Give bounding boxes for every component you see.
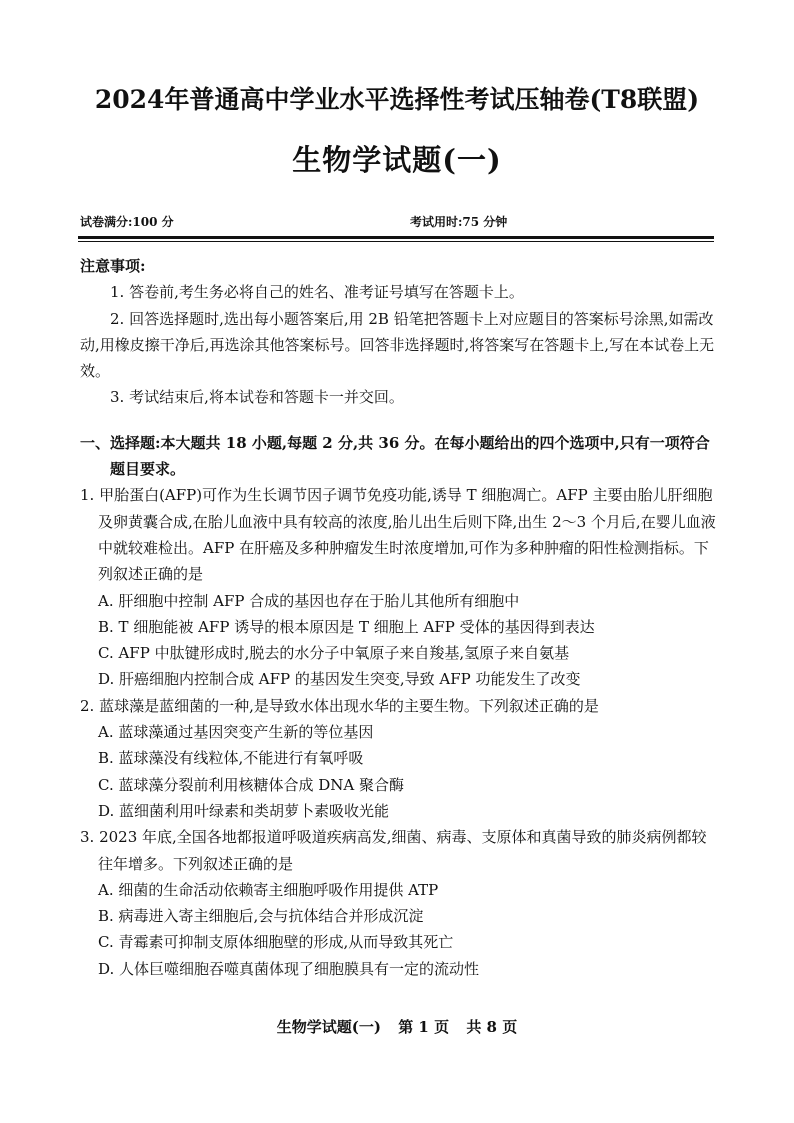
option-a: A. 肝细胞中控制 AFP 合成的基因也存在于胎儿其他所有细胞中	[98, 591, 520, 610]
option-d: D. 人体巨噬细胞吞噬真菌体现了细胞膜具有一定的流动性	[98, 959, 480, 978]
footer-page-number: 第 1 页	[398, 1018, 450, 1036]
question-stem: 1. 甲胎蛋白(AFP)可作为生长调节因子调节免疫功能,诱导 T 细胞凋亡。AFP 主要由胎儿肝细胞及卵黄囊合成,在胎儿血液中具有较高的浓度,胎儿出生后则下降,出生 2～3 个月后,在婴儿血液中就较难检出。AFP 在肝癌及多种肿瘤发生时浓度增加,可作为多种肿瘤的阳性检测指标。下列叙述正确的是	[80, 486, 716, 584]
notice-item: 3. 考试结束后,将本试卷和答题卡一并交回。	[110, 388, 404, 407]
option-c: C. AFP 中肽键形成时,脱去的水分子中氧原子来自羧基,氢原子来自氨基	[98, 644, 570, 663]
full-score: 试卷满分:100 分	[80, 215, 174, 229]
option-b: B. T 细胞能被 AFP 诱导的根本原因是 T 细胞上 AFP 受体的基因得到表达	[98, 617, 595, 636]
section-heading: 一、选择题:本大题共 18 小题,每题 2 分,共 36 分。在每小题给出的四个选项中,只有一项符合题目要求。	[80, 433, 710, 479]
exam-title: 2024年普通高中学业水平选择性考试压轴卷(T8联盟)	[94, 85, 700, 114]
option-c: C. 蓝球藻分裂前利用核糖体合成 DNA 聚合酶	[98, 775, 405, 794]
option-a: A. 细菌的生命活动依赖寄主细胞呼吸作用提供 ATP	[98, 880, 439, 899]
exam-body	[80, 253, 716, 982]
option-b: B. 蓝球藻没有线粒体,不能进行有氧呼吸	[98, 749, 364, 768]
exam-duration: 考试用时:75 分钟	[410, 215, 508, 229]
option-b: B. 病毒进入寄主细胞后,会与抗体结合并形成沉淀	[98, 907, 424, 926]
header-divider-thin	[78, 241, 714, 242]
option-c: C. 青霉素可抑制支原体细胞壁的形成,从而导致其死亡	[98, 933, 454, 952]
option-d: D. 蓝细菌利用叶绿素和类胡萝卜素吸收光能	[98, 801, 390, 820]
exam-subtitle: 生物学试题(一)	[292, 143, 502, 177]
question-stem: 3. 2023 年底,全国各地都报道呼吸道疾病高发,细菌、病毒、支原体和真菌导致的肺炎病例都较往年增多。下列叙述正确的是	[80, 828, 707, 873]
notice-item: 2. 回答选择题时,选出每小题答案后,用 2B 铅笔把答题卡上对应题目的答案标号涂黑,如需改动,用橡皮擦干净后,再选涂其他答案标号。回答非选择题时,将答案写在答题卡上,写在本试卷上无效。	[80, 309, 715, 381]
header-divider-thick	[78, 236, 714, 239]
option-d: D. 肝癌细胞内控制合成 AFP 的基因发生突变,导致 AFP 功能发生了改变	[98, 670, 581, 689]
question-3	[80, 824, 716, 982]
footer-exam-name: 生物学试题(一)	[276, 1018, 381, 1036]
question-2	[80, 693, 716, 824]
page-footer	[0, 1016, 794, 1037]
question-stem: 2. 蓝球藻是蓝细菌的一种,是导致水体出现水华的主要生物。下列叙述正确的是	[80, 696, 599, 715]
question-1	[80, 482, 716, 692]
notice-item: 1. 答卷前,考生务必将自己的姓名、准考证号填写在答题卡上。	[110, 283, 524, 302]
footer-total-pages: 共 8 页	[466, 1018, 518, 1036]
option-a: A. 蓝球藻通过基因突变产生新的等位基因	[98, 723, 374, 742]
notice-title: 注意事项:	[80, 257, 146, 275]
